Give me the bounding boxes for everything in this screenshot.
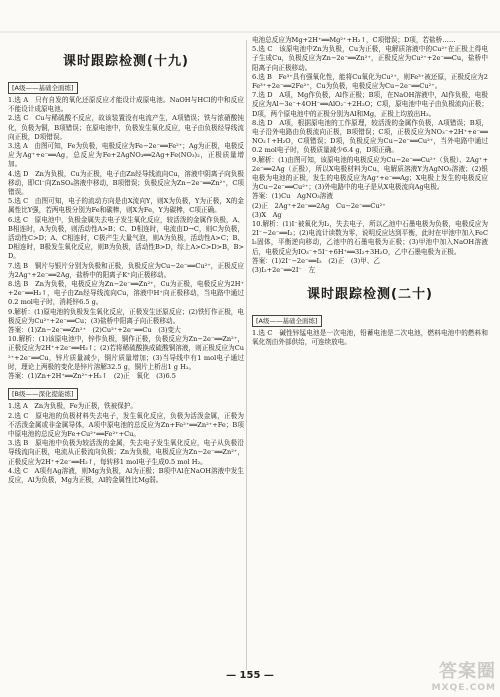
answer-paragraph: 8.选 B Zn为负极，电极反应为Zn−2e⁻══Zn²⁺，Cu为正极，电极反应为2H⁺+2e⁻══H₂↑，电子由Zn经导线流向Cu，溶液中H⁺向正极移动，当电路中通过0.2 mol电子时，消耗锌6.5 g。 bbox=[8, 280, 244, 307]
left-paragraphs-3 bbox=[8, 402, 244, 485]
answer-paragraph: 6.选 C 原电池中，负极金属失去电子发生氧化反应，较活泼的金属作负极，A、B相连时，A为负极，则活动性A>B；C、D相连时，电流由D→C，则C为负极，活动性C>D；A、C相连时，C极产生大量气泡，则A为负极，活动性A>C；B、D相连时，B极发生氧化反应，则B为负极，活动性B>D，综上A>C>D>B，B>D。 bbox=[8, 215, 244, 261]
answer-paragraph: 5.选 C 由图可知，电子的流动方向是由X流向Y，则X为负极，Y为正极，X的金属性比Y强，若两电极分别为Fe和碳棒，则X为Fe，Y为碳棒，C项正确。 bbox=[8, 197, 244, 215]
section-b-tag: [B级——深化提能练] bbox=[8, 388, 78, 400]
answer-paragraph: 9.解析：(1)原电池的负极发生氧化反应，正极发生还原反应；(2)铁钉作正极，电极反应为Cu²⁺+2e⁻══Cu；(3)盐桥中阳离子向正极移动。 bbox=[8, 307, 244, 325]
answer-paragraph: 3.选 A 由图可知，Fe为负极，电极反应为Fe−2e⁻══Fe²⁺；Ag为正极，电极反应为Ag⁺+e⁻══Ag，总反应为Fe+2AgNO₃══2Ag+Fe(NO₃)₂，正极质量增加。 bbox=[8, 142, 244, 169]
left-paragraphs-2 bbox=[8, 335, 244, 372]
right-paragraphs-3 bbox=[252, 329, 488, 347]
answer-paragraph: 2.选 C 原电池的负极材料失去电子，发生氧化反应，负极为活泼金属，正极为不活泼金属或非金属导体，A项中原电池的总反应为Zn+Fe²⁺══Zn²⁺+Fe；B项中原电池的总反应为Fe+Cu²⁺══Fe²⁺+Cu。 bbox=[8, 411, 244, 438]
answer-paragraph: 7.选 B 铜片与银片分别为负极和正极，负极反应为Cu−2e⁻══Cu²⁺，正极反应为2Ag⁺+2e⁻══2Ag，盐桥中的阳离子K⁺向正极移动。 bbox=[8, 261, 244, 279]
answer-paragraph: 10.解析：(1)I⁻被氧化为I₂，失去电子，所以乙池中石墨电极为负极，电极反应为2I⁻−2e⁻══I₂；(2)电流计读数为零，说明反应达到平衡，此时在甲池中加入FeCl₂固体，平衡逆向移动，乙池中的石墨电极为正极；(3)甲池中加入NaOH溶液后，电极反应为IO₃⁻+5I⁻+6H⁺══3I₂+3H₂O，乙中石墨电极为正极。 bbox=[252, 220, 488, 256]
right-paragraphs-2 bbox=[252, 220, 488, 257]
answer-paragraph: 1.选 C 碱性锌锰电池是一次电池，铅蓄电池是二次电池，燃料电池中的燃料和氧化剂由外部供给，可连续放电。 bbox=[252, 329, 488, 347]
watermark-main: 答案圈 bbox=[439, 661, 496, 682]
answer-paragraph: 10.解析：(1)该原电池中，锌作负极，铜作正极，负极反应为Zn−2e⁻══Zn²⁺，正极反应为2H⁺+2e⁻══H₂↑；(2)若将稀硫酸换成硫酸铜溶液，则正极反应为Cu²⁺+2e⁻══Cu，锌片质量减少，铜片质量增加；(3)当导线中有1 mol电子通过时，理论上两极的变化是锌片溶解32.5 g，铜片上析出1 g H₂。 bbox=[8, 335, 244, 371]
right-column bbox=[252, 36, 488, 348]
answer-block-r10: 答案：(1)2I⁻−2e⁻══I₂ (2)正 (3)甲、乙 (3)I₂+2e⁻══2I⁻ 左 bbox=[252, 256, 380, 275]
lesson-title-19: 课时跟踪检测(十九) bbox=[63, 54, 189, 69]
section-a-tag-20: [A级——基础全面练] bbox=[252, 315, 322, 327]
answer-block-9: 答案：(1)Zn−2e⁻══Zn²⁺ (2)Cu²⁺+2e⁻══Cu (3)变大 bbox=[8, 326, 181, 335]
answer-paragraph: 电池总反应为Mg+2H⁺══Mg²⁺+H₂↑，C项错误；D项，若盐桥…… bbox=[252, 36, 456, 44]
answer-paragraph: 6.选 B Fe³⁺具有强氧化性，能将Cu氧化为Cu²⁺，则Fe³⁺被还原，正极反应为2Fe³⁺+2e⁻══2Fe²⁺，Cu为负极，电极反应为Cu−2e⁻══Cu²⁺。 bbox=[252, 72, 488, 91]
answer-paragraph: 1.选 A Zn为负极，Fe为正极，铁被保护。 bbox=[8, 402, 137, 411]
column-divider bbox=[246, 40, 247, 670]
answer-paragraph: 4.选 D Zn为负极，Cu为正极，电子由Zn经导线流向Cu，溶液中阴离子向负极移动，即Cl⁻向ZnSO₄溶液中移动，B项错误；负极反应为Zn−2e⁻══Zn²⁺，C项错误。 bbox=[8, 169, 244, 197]
answer-block-10: 答案：(1)Zn+2H⁺══Zn²⁺+H₂↑ (2)正 氧化 (3)6.5 bbox=[8, 372, 176, 381]
answer-paragraph: 4.选 C A项有Ag溶液，则Mg为负极，Al为正极；B项中Al在NaOH溶液中发生反应，Al为负极，Mg为正极，Al的金属性比Mg弱。 bbox=[8, 466, 244, 484]
answer-paragraph: 7.选 D A项，Mg作负极，Al作正极；B项，在NaOH溶液中，Al作负极，电极反应为Al−3e⁻+4OH⁻══AlO₂⁻+2H₂O；C项，原电池中电子由负极流向正极；D项，两个原电池中的正极分别为Al和Mg，正极上均放出H₂。 bbox=[252, 91, 488, 118]
answer-paragraph: 1.选 A 只有自发的氧化还原反应才能设计成原电池。NaOH与HCl的中和反应不能设计成原电池。 bbox=[8, 96, 244, 114]
answer-paragraph: 2.选 C Cu与稀硫酸不反应，故该装置没有电流产生，A项错误；铁与浓硝酸钝化，负极为铜，B项错误；在原电池中，负极发生氧化反应，电子由负极经导线流向正极，D项错误。 bbox=[8, 114, 244, 141]
top-decoration bbox=[0, 0, 500, 34]
answer-paragraph: 3.选 B 原电池中负极为较活泼的金属，失去电子发生氧化反应，电子从负极沿导线流向正极，电流从正极流向负极；Zn为负极，电极反应为Zn−2e⁻══Zn²⁺，正极反应为2H⁺+2e⁻══H₂↑，每转移1 mol电子生成0.5 mol H₂。 bbox=[8, 439, 244, 466]
site-watermark-logo bbox=[432, 657, 496, 693]
answer-block-r9: 答案：(1)Cu AgNO₃溶液 (2)正 2Ag⁺+2e⁻══2Ag Cu−2e⁻══Cu²⁺ (3)X Ag bbox=[252, 192, 386, 219]
answer-paragraph: 5.选 C 该原电池中Zn为负极，Cu为正极，电解质溶液中的Cu²⁺在正极上得电子生成Cu，负极反应为Zn−2e⁻══Zn²⁺，正极反应为Cu²⁺+2e⁻══Cu，盐桥中阳离子向正极移动。 bbox=[252, 45, 488, 72]
right-paragraphs bbox=[252, 36, 488, 192]
page-number: — 155 — bbox=[226, 670, 274, 681]
left-paragraphs bbox=[8, 96, 244, 326]
watermark-sub: MXQE.COM bbox=[431, 683, 496, 693]
lesson-title-20: 课时跟踪检测(二十) bbox=[307, 287, 433, 303]
answer-paragraph: 8.选 D A项，根据原电池的工作原理，较活泼的金属作负极，A项错误；B项，电子沿外电路由负极流向正极，B项错误；C项，正极反应为NO₃⁻+2H⁺+e⁻══NO₂↑+H₂O，C项错误；D项，负极反应为Cu−2e⁻══Cu²⁺，当外电路中通过0.2 mol电子时，负极质量减少6.4 g，D项正确。 bbox=[252, 118, 488, 155]
left-column bbox=[8, 42, 244, 485]
section-a-tag: [A级——基础全面练] bbox=[8, 82, 78, 94]
answer-paragraph: 9.解析：(1)由图可知，该原电池的电极反应为Cu−2e⁻══Cu²⁺（负极）、2Ag⁺+2e⁻══2Ag（正极），所以X电极材料为Cu，电解质溶液Y为AgNO₃溶液；(2)银电极为电池的正极，发生的电极反应为Ag⁺+e⁻══Ag；X电极上发生的电极反应为Cu−2e⁻══Cu²⁺；(3)外电路中的电子是从X电极流向Ag电极。 bbox=[252, 155, 488, 192]
